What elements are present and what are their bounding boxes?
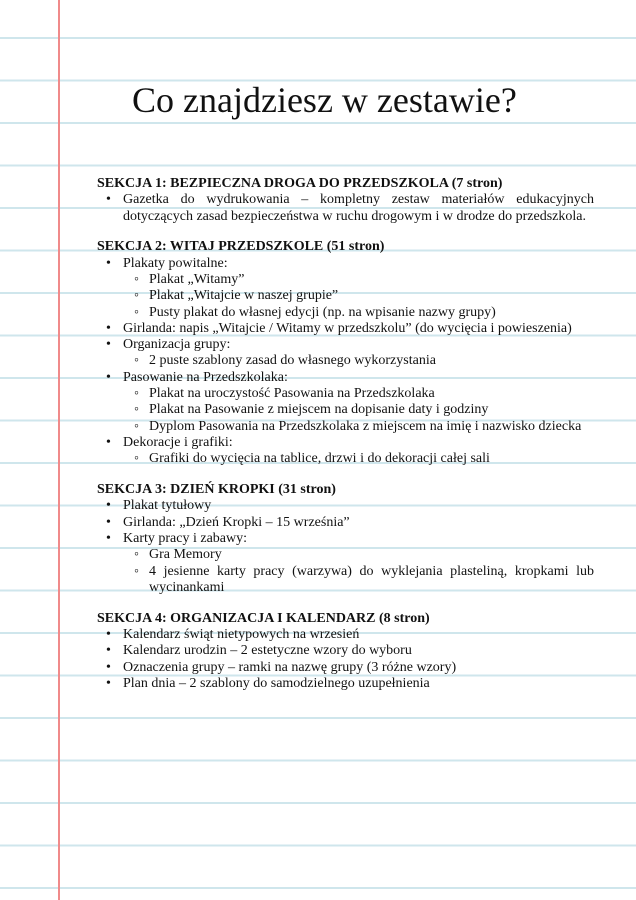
list-item	[97, 515, 594, 531]
sub-list-item: ◦ Plakat na uroczystość Pasowania na Przedszkolaka	[123, 386, 594, 402]
list-item	[97, 321, 594, 337]
sub-list	[123, 272, 594, 321]
list-item-text: Karty pracy i zabawy:	[123, 530, 247, 546]
section-heading: SEKCJA 4: ORGANIZACJA I KALENDARZ (8 stron)	[97, 610, 430, 626]
list-item	[97, 370, 594, 435]
margin-line	[58, 0, 60, 900]
list-item-text: Girlanda: „Dzień Kropki – 15 września”	[123, 514, 350, 530]
list-item	[97, 256, 594, 321]
section-heading: SEKCJA 2: WITAJ PRZEDSZKOLE (51 stron)	[97, 239, 385, 255]
bullet-list	[97, 627, 594, 692]
list-item-text: Gazetka do wydrukowania – kompletny zestaw materiałów edukacyjnych dotyczących zasad bezpieczeństwa w ruchu drogowym i w drodze do przedszkola.	[123, 192, 594, 224]
list-item	[97, 192, 594, 225]
section-2	[97, 239, 594, 467]
list-item-text: Pasowanie na Przedszkolaka:	[123, 369, 288, 385]
list-item	[97, 643, 594, 659]
list-item	[97, 660, 594, 676]
list-item-text: Girlanda: napis „Witajcie / Witamy w przedszkolu” (do wycięcia i powieszenia)	[123, 320, 572, 336]
bullet-list	[97, 256, 594, 468]
sub-list	[123, 451, 594, 467]
section-3	[97, 482, 594, 596]
sub-list-item: ◦ Gra Memory	[123, 547, 594, 563]
bullet-list	[97, 192, 594, 225]
list-item-text: Organizacja grupy:	[123, 337, 231, 353]
section-heading: SEKCJA 1: BEZPIECZNA DROGA DO PRZEDSZKOLA (7 stron)	[97, 176, 503, 191]
list-item	[97, 435, 594, 468]
sub-list	[123, 547, 594, 596]
list-item-text: Plakaty powitalne:	[123, 255, 228, 271]
bullet-list	[97, 498, 594, 596]
sub-list-item: ◦ 2 puste szablony zasad do własnego wykorzystania	[123, 353, 594, 369]
section-1	[97, 176, 594, 225]
list-item	[97, 337, 594, 370]
sub-list-item: ◦ Dyplom Pasowania na Przedszkolaka z miejscem na imię i nazwisko dziecka	[123, 419, 594, 435]
section-heading: SEKCJA 3: DZIEŃ KROPKI (31 stron)	[97, 482, 336, 498]
list-item-text: Kalendarz urodzin – 2 estetyczne wzory do wyboru	[123, 643, 412, 659]
sub-list-item: ◦ Plakat „Witajcie w naszej grupie”	[123, 288, 594, 304]
list-item-text: Kalendarz świąt nietypowych na wrzesień	[123, 626, 360, 642]
page-title: Co znajdziesz w zestawie?	[132, 80, 517, 120]
list-item-text: Oznaczenia grupy – ramki na nazwę grupy (3 różne wzory)	[123, 659, 457, 675]
list-item	[97, 627, 594, 643]
section-4	[97, 611, 594, 692]
list-item	[97, 531, 594, 596]
sub-list-item: ◦ Pusty plakat do własnej edycji (np. na wpisanie nazwy grupy)	[123, 305, 594, 321]
sub-list	[123, 353, 594, 369]
sub-list	[123, 386, 594, 435]
list-item-text: Plakat tytułowy	[123, 498, 212, 514]
sub-list-item: ◦ Grafiki do wycięcia na tablice, drzwi i do dekoracji całej sali	[123, 451, 594, 467]
list-item-text: Dekoracje i grafiki:	[123, 434, 233, 450]
sub-list-item: ◦ Plakat na Pasowanie z miejscem na dopisanie daty i godziny	[123, 402, 594, 418]
list-item-text: Plan dnia – 2 szablony do samodzielnego uzupełnienia	[123, 675, 430, 691]
sub-list-item: ◦ 4 jesienne karty pracy (warzywa) do wyklejania plasteliną, kropkami lub wycinankami	[123, 564, 594, 597]
sub-list-item: ◦ Plakat „Witamy”	[123, 272, 594, 288]
list-item	[97, 676, 594, 692]
list-item	[97, 498, 594, 514]
content-area	[97, 176, 594, 707]
